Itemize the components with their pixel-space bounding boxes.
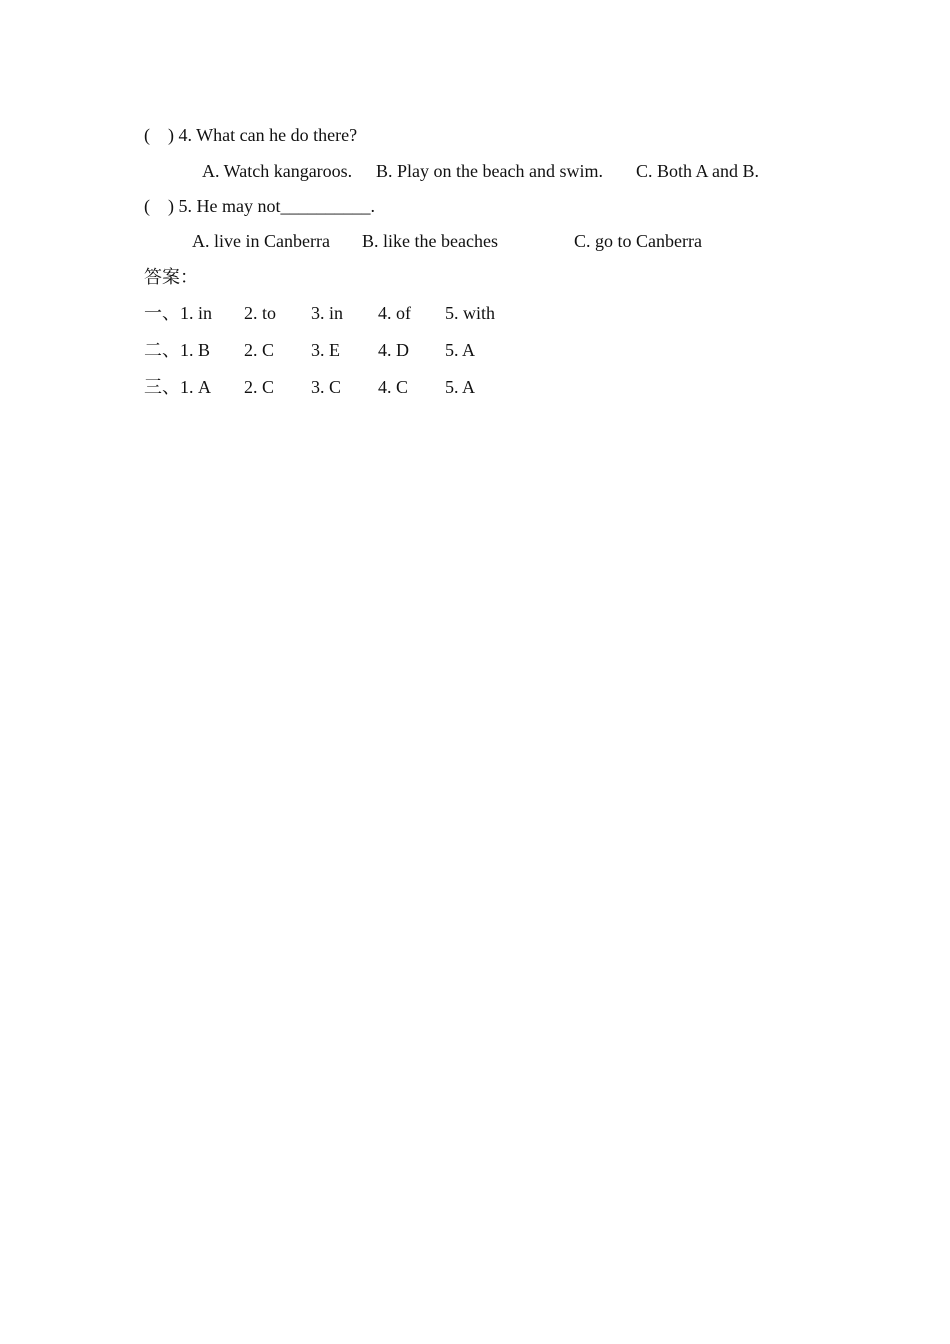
answer-3-2: 2. C xyxy=(244,377,275,397)
answer-2-4: 4. D xyxy=(378,340,409,360)
question-5-option-a: A. live in Canberra xyxy=(192,231,330,251)
question-5-stem: ( ) 5. He may not__________. xyxy=(144,196,375,216)
answer-row-3 xyxy=(144,376,476,530)
answer-2-5: 5. A xyxy=(445,340,476,360)
question-5-option-c: C. go to Canberra xyxy=(574,231,702,251)
answer-2-1: 二、1. B xyxy=(144,340,211,360)
answer-3-5: 5. A xyxy=(445,377,476,397)
answer-1-5: 5. with xyxy=(445,303,496,323)
answer-3-4: 4. C xyxy=(378,377,409,397)
answer-key-title: 答案： xyxy=(144,267,198,287)
answer-1-4: 4. of xyxy=(378,303,411,323)
answer-1-1: 一、1. in xyxy=(144,303,213,323)
question-4-stem: ( ) 4. What can he do there? xyxy=(144,125,358,145)
question-4-option-a: A. Watch kangaroos. xyxy=(202,161,353,181)
question-5-option-b: B. like the beaches xyxy=(362,231,498,251)
answer-1-2: 2. to xyxy=(244,303,277,323)
question-4-option-c: C. Both A and B. xyxy=(636,161,760,181)
answer-3-3: 3. C xyxy=(311,377,342,397)
answer-2-2: 2. C xyxy=(244,340,275,360)
answer-2-3: 3. E xyxy=(311,340,340,360)
question-4-option-b: B. Play on the beach and swim. xyxy=(376,161,603,181)
answer-3-1: 三、1. A xyxy=(144,377,211,397)
answer-1-3: 3. in xyxy=(311,303,344,323)
